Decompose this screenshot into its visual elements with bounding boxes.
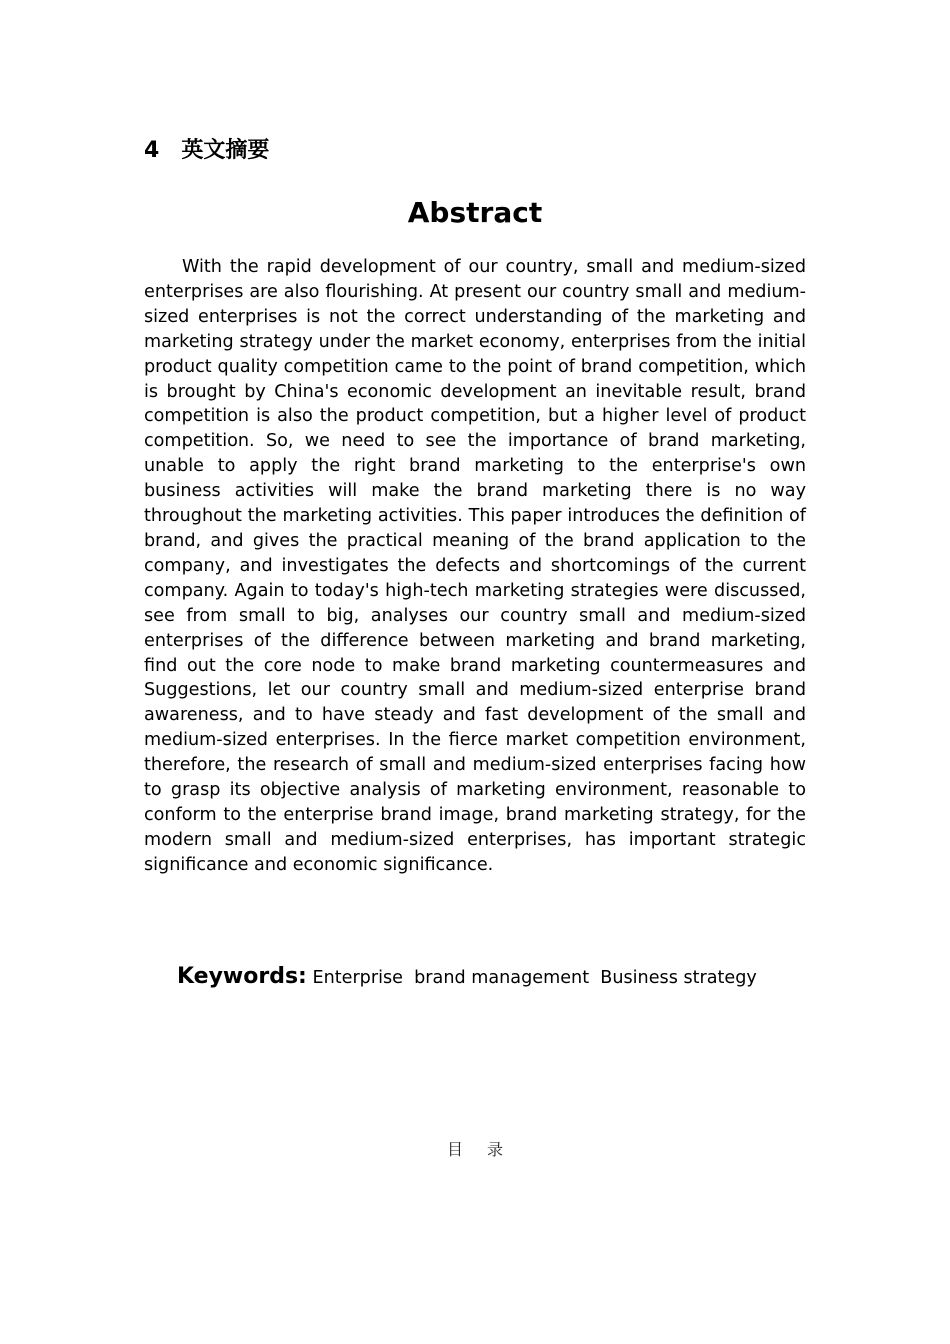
section-title: 英文摘要 xyxy=(181,138,270,163)
section-number: 4 xyxy=(144,138,160,163)
abstract-title: Abstract xyxy=(407,196,543,229)
table-of-contents-heading: 目录 xyxy=(446,1140,527,1159)
keywords-label: Keywords: xyxy=(177,964,307,989)
section-heading xyxy=(144,136,269,166)
keywords-terms: Enterprise brand management Business strategy xyxy=(306,968,757,988)
abstract-body: With the rapid development of our country, small and medium-sized enterprises are also flourishing. At present our country small and medium-sized enterprises is not the correct understanding of the marketing and marketing strategy under the market economy, enterprises from the initial product quality competition came to the point of brand competition, which is brought by China's economic development an inevitable result, brand competition is also the product competition, but a higher level of product competition. So, we need to see the importance of brand marketing, unable to apply the right brand marketing to the enterprise's own business activities will make the brand marketing there is no way throughout the marketing activities. This paper introduces the definition of brand, and gives the practical meaning of the brand application to the company, and investigates the defects and shortcomings of the current company. Again to today's high-tech marketing strategies were discussed, see from small to big, analyses our country small and medium-sized enterprises of the difference between marketing and brand marketing, find out the core node to make brand marketing countermeasures and Suggestions, let our country small and medium-sized enterprise brand awareness, and to have steady and fast development of the small and medium-sized enterprises. In the fierce market competition environment, therefore, the research of small and medium-sized enterprises facing how to grasp its objective analysis of marketing environment, reasonable to conform to the enterprise brand image, brand marketing strategy, for the modern small and medium-sized enterprises, has important strategic significance and economic significance. xyxy=(144,257,806,875)
keywords-line xyxy=(177,962,757,993)
